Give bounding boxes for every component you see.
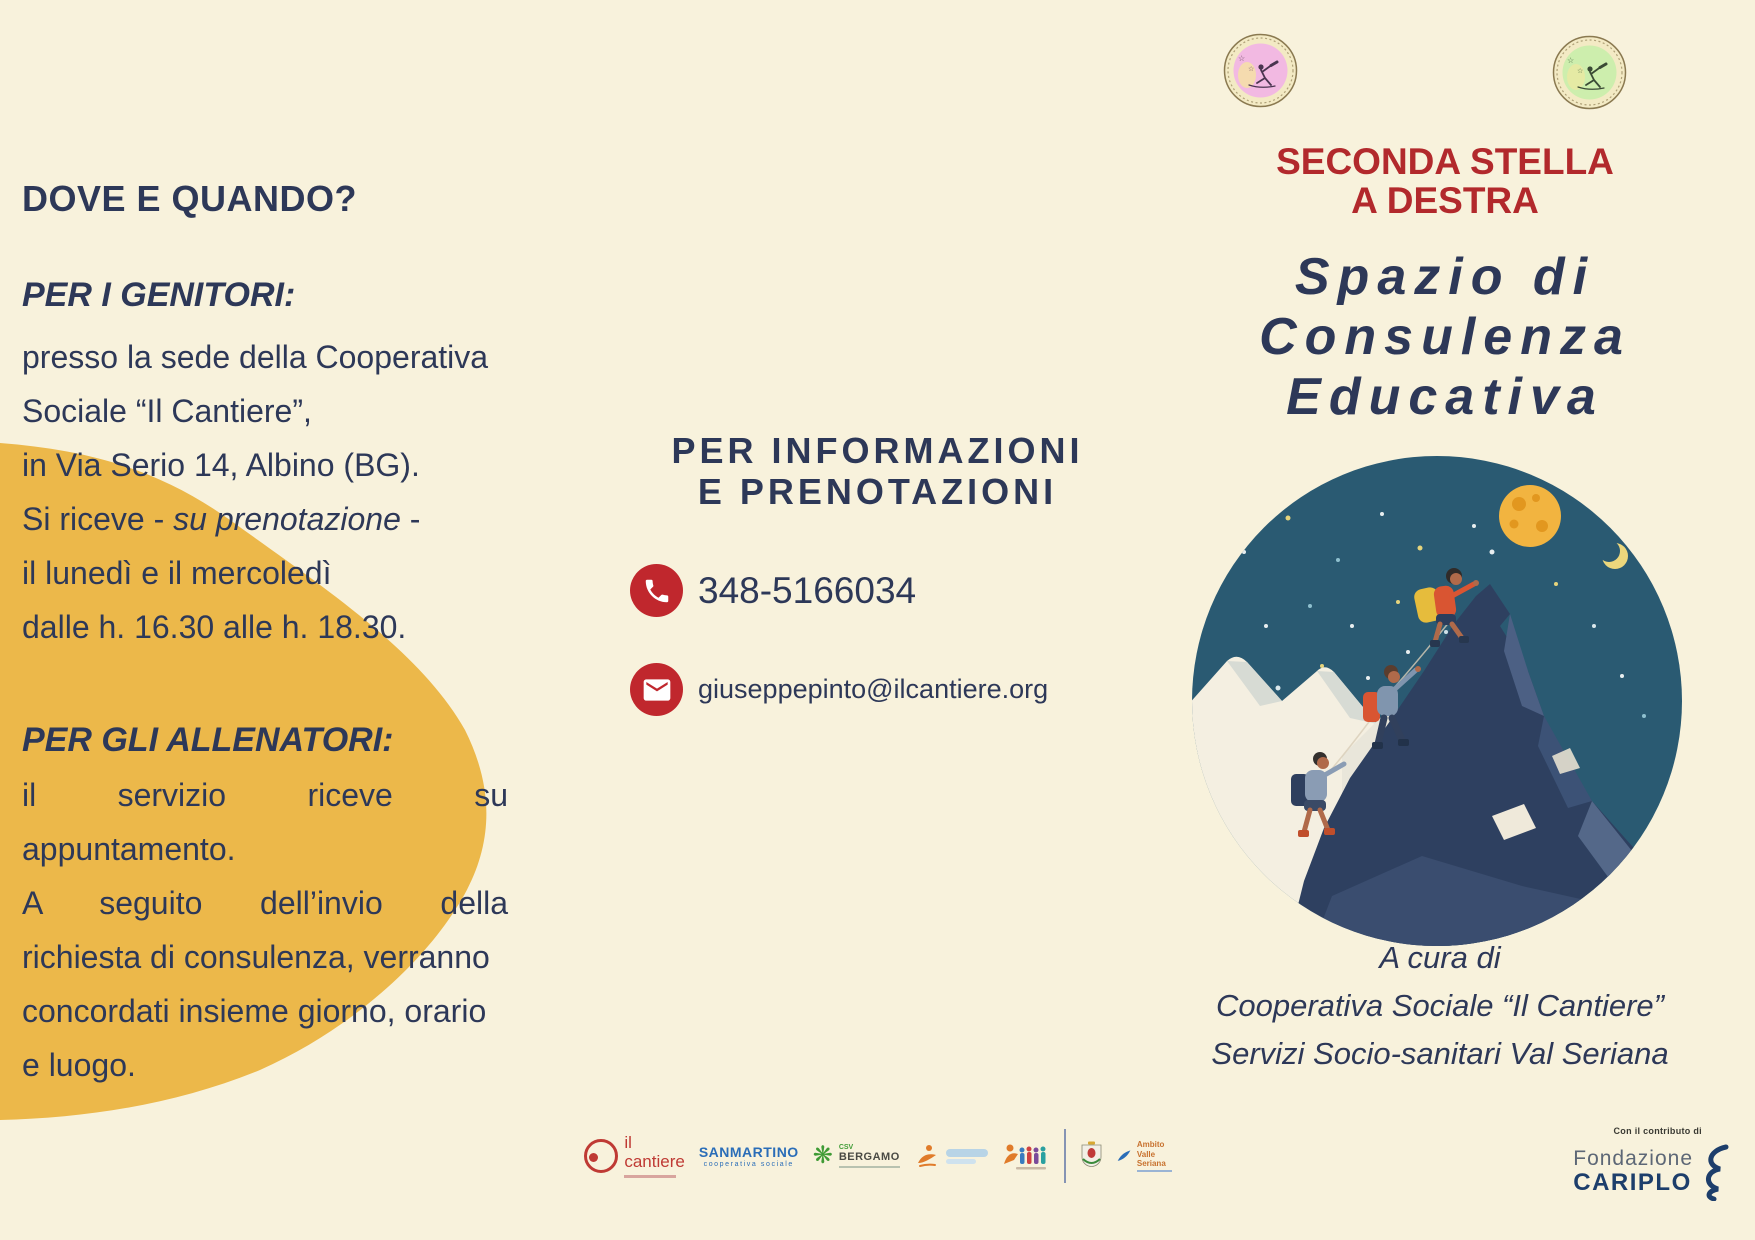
contribution-label: Con il contributo di: [1613, 1126, 1702, 1136]
logo-sanmartino: [699, 1145, 799, 1168]
seconda-stella-badge-green-icon: [1552, 35, 1627, 110]
orange-athlete-icon: [914, 1143, 940, 1169]
brand-title: [1145, 142, 1745, 220]
svg-text:☆: ☆: [1238, 54, 1246, 63]
email-contact-row: [630, 663, 1048, 716]
text-line: il lunedì e il mercoledì: [22, 555, 332, 591]
crest-icon: [1080, 1141, 1103, 1171]
genitori-paragraph: [22, 330, 508, 654]
text-line: appuntamento.: [22, 831, 236, 867]
credits-line3: Servizi Socio-sanitari Val Seriana: [1211, 1036, 1669, 1071]
text-line: Sociale “Il Cantiere”,: [22, 393, 312, 429]
contact-heading: [585, 430, 1170, 512]
logo-people-group: [1002, 1140, 1050, 1172]
text-fragment-italic: su prenotazione: [173, 501, 401, 537]
cariplo-name-bottom: CARIPLO: [1573, 1169, 1692, 1197]
logo-ambito-valle-seriana: [1117, 1140, 1172, 1172]
ambito-label-line1: Ambito: [1136, 1140, 1165, 1150]
logo-text-bar: [946, 1149, 988, 1157]
section-title-genitori: PER I GENITORI:: [22, 276, 296, 314]
text-line: richiesta di consulenza, verranno: [22, 939, 490, 975]
sanmartino-label: SANMARTINO: [698, 1143, 799, 1160]
csv-small-label: CSV: [838, 1144, 854, 1152]
cariplo-mark-icon: [1700, 1143, 1730, 1201]
csv-tagline-bar: [839, 1166, 900, 1168]
text-line: concordati insieme giorno, orario: [22, 993, 487, 1029]
text-line: presso la sede della Cooperativa: [22, 339, 489, 375]
brand-title-line2: A DESTRA: [1351, 180, 1539, 221]
email-address: giuseppepinto@ilcantiere.org: [698, 674, 1049, 704]
main-title-line1: Spazio di: [1294, 248, 1596, 306]
credits-line1: A cura di: [1379, 940, 1501, 975]
left-panel-heading: DOVE E QUANDO?: [22, 178, 358, 219]
svg-text:☆: ☆: [1567, 56, 1575, 65]
text-line: [22, 492, 508, 546]
fondazione-cariplo-logo: [1535, 1126, 1730, 1201]
csv-flower-icon: ❋: [812, 1142, 833, 1169]
full-moon-icon: [1499, 485, 1561, 547]
logo-il-cantiere: [584, 1134, 684, 1178]
text-fragment: -: [400, 501, 421, 537]
sanmartino-sublabel: cooperativa sociale: [703, 1160, 794, 1168]
credits-block: [1157, 934, 1723, 1078]
phone-contact-row: [630, 564, 916, 617]
text-line: A seguito dell’invio della: [22, 885, 508, 921]
main-title: [1145, 247, 1745, 427]
phone-icon: [630, 564, 683, 617]
section-title-allenatori: PER GLI ALLENATORI:: [22, 721, 394, 759]
brand-title-line1: SECONDA STELLA: [1276, 141, 1614, 182]
text-fragment: Si riceve -: [22, 501, 174, 537]
csv-main-label: BERGAMO: [838, 1151, 900, 1164]
il-cantiere-tagline-bar: [624, 1175, 675, 1178]
logo-municipal-crest: [1080, 1141, 1103, 1171]
mountain-climbers-illustration: [1192, 456, 1682, 946]
text-line: e luogo.: [22, 1047, 136, 1083]
allenatori-paragraph: [22, 768, 508, 1092]
ambito-tagline-bar: [1137, 1170, 1172, 1172]
logo-sport-figure: [914, 1143, 988, 1169]
main-title-line3: Educativa: [1286, 368, 1604, 426]
credits-line2: Cooperativa Sociale “Il Cantiere”: [1216, 988, 1664, 1023]
partner-logos-strip: [588, 1120, 1168, 1192]
contact-heading-line2: E PRENOTAZIONI: [697, 471, 1058, 512]
text-line: dalle h. 16.30 alle h. 18.30.: [22, 609, 407, 645]
text-line: in Via Serio 14, Albino (BG).: [22, 447, 420, 483]
people-group-icon: [1002, 1140, 1050, 1172]
ambito-label-line2: Valle Seriana: [1136, 1149, 1166, 1169]
phone-number: 348-5166034: [698, 569, 917, 611]
text-line: il servizio riceve su: [22, 777, 508, 813]
blue-swoosh-icon: [1117, 1147, 1131, 1165]
seconda-stella-badge-pink-icon: [1223, 33, 1298, 108]
svg-text:☆: ☆: [1577, 68, 1584, 75]
logo-strip-divider: [1064, 1129, 1066, 1183]
envelope-icon: [630, 663, 683, 716]
contact-heading-line1: PER INFORMAZIONI: [671, 430, 1084, 471]
logo-csv-bergamo: [813, 1144, 900, 1168]
logo-text-bar: [946, 1159, 976, 1164]
cariplo-name-top: Fondazione: [1573, 1147, 1693, 1171]
il-cantiere-label: il cantiere: [624, 1133, 685, 1171]
il-cantiere-ring-icon: [584, 1139, 618, 1173]
main-title-line2: Consulenza: [1259, 308, 1631, 366]
svg-text:☆: ☆: [1248, 66, 1255, 73]
